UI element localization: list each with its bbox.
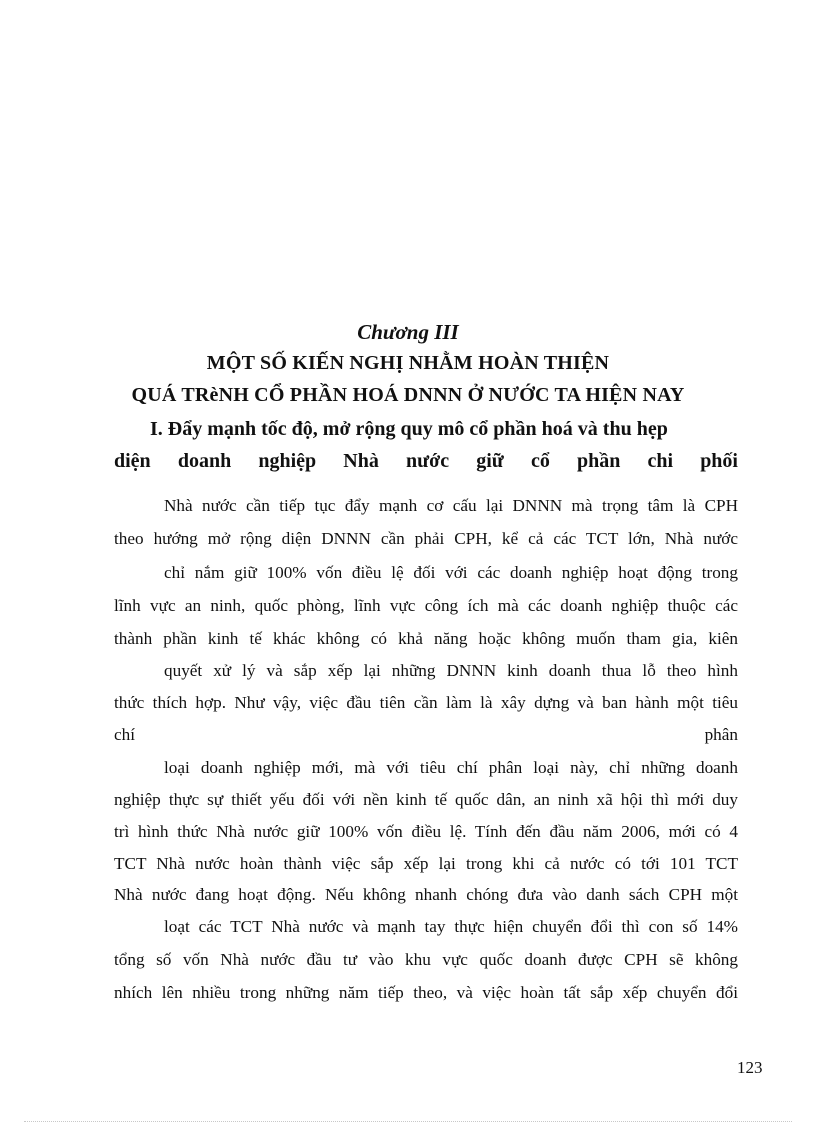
section-word: chi bbox=[647, 450, 674, 472]
chapter-title-line-2: QUÁ TRèNH CỔ PHẦN HOÁ DNNN Ở NƯỚC TA HIỆN NAY bbox=[131, 384, 685, 406]
section-word: diện bbox=[114, 450, 151, 472]
body-line: loạt các TCT Nhà nước và mạnh tay thực hiện chuyển đổi thì con số 14% bbox=[164, 917, 738, 936]
body-line: Nhà nước cần tiếp tục đẩy mạnh cơ cấu lại DNNN mà trọng tâm là CPH bbox=[164, 496, 738, 515]
body-line: tổng số vốn Nhà nước đầu tư vào khu vực quốc doanh được CPH sẽ không bbox=[114, 950, 738, 969]
body-line: TCT Nhà nước hoàn thành việc sắp xếp lại trong khi cả nước có tới 101 TCT bbox=[114, 854, 738, 873]
chapter-title-line-1: MỘT SỐ KIẾN NGHỊ NHẰM HOÀN THIỆN bbox=[206, 352, 610, 374]
section-word: phối bbox=[700, 450, 738, 472]
section-word: nước bbox=[406, 450, 450, 472]
body-line: Nhà nước đang hoạt động. Nếu không nhanh chóng đưa vào danh sách CPH một bbox=[114, 885, 738, 904]
body-line: chỉ nắm giữ 100% vốn điều lệ đối với các doanh nghiệp hoạt động trong bbox=[164, 563, 738, 582]
body-line: thức thích hợp. Như vậy, việc đầu tiên cần làm là xây dựng và ban hành một tiêu bbox=[114, 693, 738, 712]
body-line: nhích lên nhiều trong những năm tiếp theo, và việc hoàn tất sắp xếp chuyển đổi bbox=[114, 983, 738, 1002]
body-line: chí phân bbox=[114, 725, 738, 744]
body-line: theo hướng mở rộng diện DNNN cần phải CPH, kể cả các TCT lớn, Nhà nước bbox=[114, 529, 738, 548]
section-heading-line-1: I. Đẩy mạnh tốc độ, mở rộng quy mô cổ phần hoá và thu hẹp bbox=[150, 418, 668, 440]
chapter-heading: Chương III bbox=[357, 320, 459, 344]
page-number: 123 bbox=[737, 1058, 763, 1077]
body-line: loại doanh nghiệp mới, mà với tiêu chí phân loại này, chỉ những doanh bbox=[164, 758, 738, 777]
section-word: nghiệp bbox=[258, 450, 317, 472]
section-heading-line-2 bbox=[114, 450, 738, 473]
page-edge-divider bbox=[24, 1121, 792, 1122]
body-line: thành phần kinh tế khác không có khả năng hoặc không muốn tham gia, kiên bbox=[114, 629, 738, 648]
section-word: Nhà bbox=[343, 450, 379, 472]
body-line: quyết xử lý và sắp xếp lại những DNNN kinh doanh thua lỗ theo hình bbox=[164, 661, 738, 680]
section-word: doanh bbox=[177, 450, 232, 472]
section-word: phần bbox=[576, 450, 621, 472]
body-line: nghiệp thực sự thiết yếu đối với nền kinh tế quốc dân, an ninh xã hội thì mới duy bbox=[114, 790, 738, 809]
section-word: cổ bbox=[530, 450, 550, 472]
body-line: trì hình thức Nhà nước giữ 100% vốn điều lệ. Tính đến đầu năm 2006, mới có 4 bbox=[114, 822, 738, 841]
body-line: lĩnh vực an ninh, quốc phòng, lĩnh vực công ích mà các doanh nghiệp thuộc các bbox=[114, 596, 738, 615]
section-word: giữ bbox=[476, 450, 504, 472]
